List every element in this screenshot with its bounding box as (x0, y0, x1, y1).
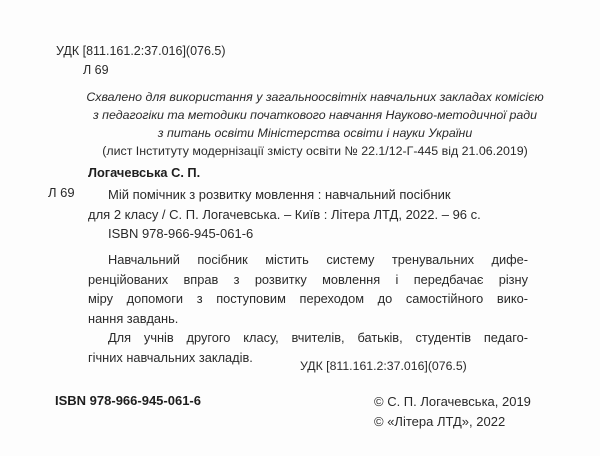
abstract-p2-line-2: гічних навчальних закладів. (88, 349, 253, 365)
udk-code-bottom: УДК [811.161.2:37.016](076.5) (300, 359, 467, 373)
copyright-block (374, 392, 531, 432)
author-name: Логачевська С. П. (88, 165, 201, 180)
approval-statement (60, 88, 570, 160)
abstract-p1-line-2: ренційованих вправ з розвитку мовлення і передбачає різну (88, 271, 528, 287)
approval-letter-reference: (лист Інституту модернізації змісту освіти № 22.1/12-Г-445 від 21.06.2019) (102, 144, 528, 158)
bibliographic-description (88, 185, 481, 244)
library-class-mark-top: Л 69 (83, 63, 109, 77)
abstract-p1-line-4: нання завдань. (88, 310, 179, 326)
bib-isbn-line: ISBN 978-966-945-061-6 (108, 226, 254, 241)
isbn-number: ISBN 978-966-945-061-6 (55, 393, 201, 408)
abstract-p2-line-1: Для учнів другого класу, вчителів, батьків, студентів педаго- (108, 330, 528, 346)
copyright-publisher: © «Літера ЛТД», 2022 (374, 414, 506, 429)
library-class-mark: Л 69 (48, 185, 75, 200)
approval-line-1: Схвалено для використання у загальноосвітніх навчальних закладах комісією (86, 90, 544, 104)
book-abstract (88, 250, 528, 368)
copyright-author: © С. П. Логачевська, 2019 (374, 394, 531, 409)
bib-title-line: Мій помічник з розвитку мовлення : навчальний посібник (108, 187, 451, 202)
approval-line-3: з питань освіти Міністерства освіти і науки України (157, 126, 473, 140)
bib-publication-line: для 2 класу / С. П. Логачевська. – Київ : Літера ЛТД, 2022. – 96 с. (88, 206, 481, 222)
udk-code-top: УДК [811.161.2:37.016](076.5) (56, 44, 226, 58)
approval-line-2: з педагогіки та методики початкового навчання Науково-методичної ради (92, 108, 538, 122)
abstract-p1-line-1: Навчальний посібник містить систему тренувальних дифе- (108, 252, 528, 267)
abstract-p1-line-3: міру допомоги з поступовим переходом до самостійного вико- (88, 291, 528, 307)
